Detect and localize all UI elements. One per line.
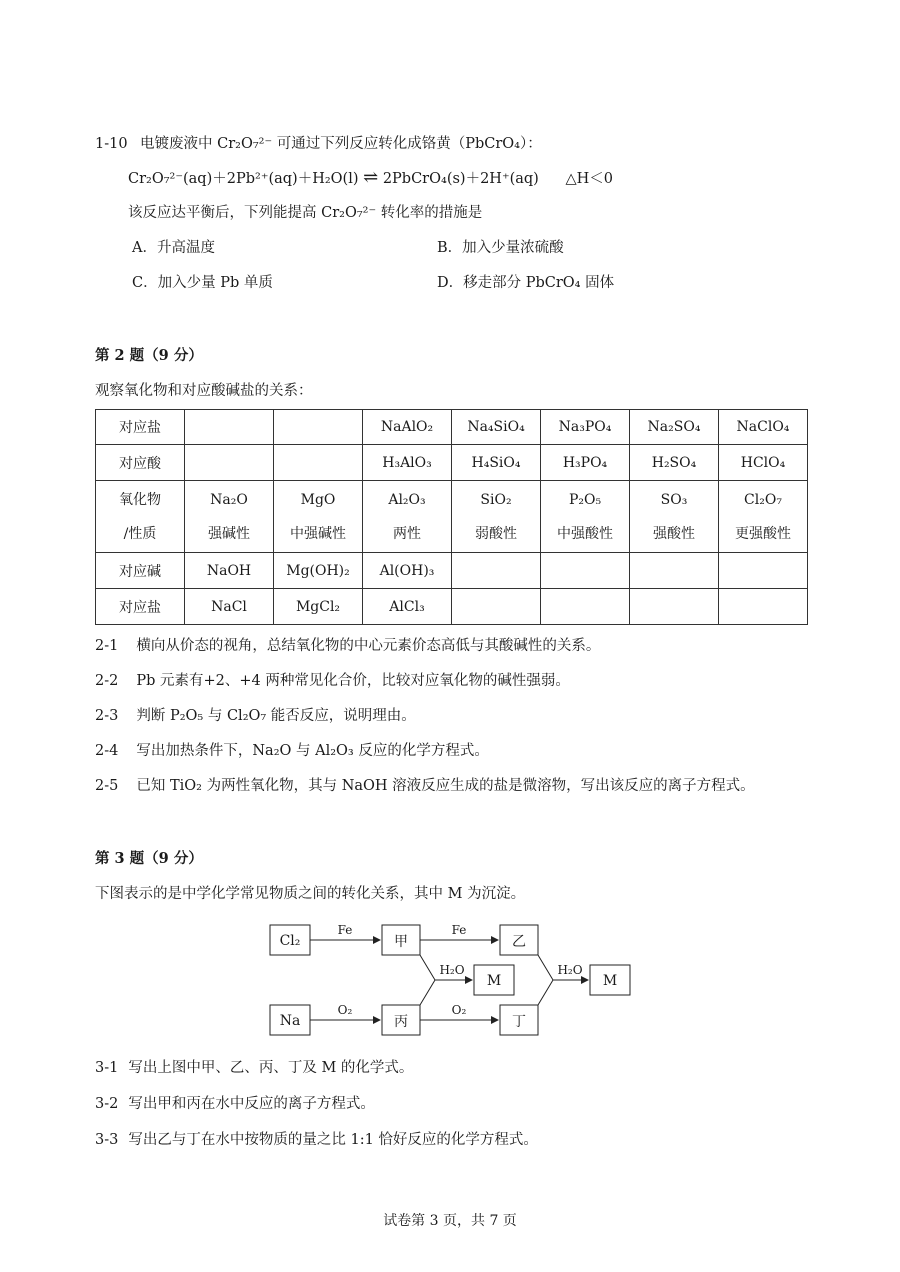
sub-number: 2-5 bbox=[95, 778, 119, 794]
table-cell bbox=[719, 589, 808, 625]
table-cell bbox=[452, 589, 541, 625]
table-cell bbox=[719, 481, 808, 553]
q2-intro: 观察氧化物和对应酸碱盐的关系： bbox=[95, 383, 313, 399]
cell-bottom: 更强酸性 bbox=[735, 525, 791, 542]
sub-number: 3-1 bbox=[95, 1060, 119, 1076]
table-cell bbox=[630, 481, 719, 553]
table-cell bbox=[630, 553, 719, 589]
node-cl2: Cl₂ bbox=[279, 933, 301, 949]
table-cell: H₂SO₄ bbox=[630, 445, 719, 481]
cell-top: 氧化物 bbox=[119, 491, 161, 508]
table-cell: AlCl₃ bbox=[363, 589, 452, 625]
sub-number: 2-2 bbox=[95, 673, 119, 689]
cell-bottom: 弱酸性 bbox=[475, 525, 517, 542]
q2-sub-3 bbox=[95, 706, 416, 726]
merge-lines-left bbox=[420, 955, 435, 1005]
table-cell: 对应碱 bbox=[96, 553, 185, 589]
q1-10-equation bbox=[128, 168, 613, 189]
table-cell: MgCl₂ bbox=[274, 589, 363, 625]
q3-sub-3 bbox=[95, 1130, 538, 1150]
sub-text: 写出甲和丙在水中反应的离子方程式。 bbox=[128, 1096, 375, 1112]
label-o2-2: O₂ bbox=[451, 1003, 467, 1017]
sub-text: 横向从价态的视角，总结氧化物的中心元素价态高低与其酸碱性的关系。 bbox=[136, 638, 601, 654]
table-cell bbox=[274, 481, 363, 553]
q2-sub-1 bbox=[95, 636, 600, 656]
table-cell bbox=[719, 553, 808, 589]
cell-bottom: /性质 bbox=[123, 525, 157, 542]
table-cell: Na₃PO₄ bbox=[541, 410, 630, 445]
equation-right: 2PbCrO₄(s)＋2H⁺(aq) bbox=[382, 171, 539, 187]
cell-top: MgO bbox=[300, 491, 336, 508]
table-cell bbox=[452, 481, 541, 553]
table-row bbox=[96, 589, 808, 625]
sub-text: 写出乙与丁在水中按物质的量之比 1:1 恰好反应的化学方程式。 bbox=[128, 1132, 538, 1148]
cell-bottom: 强碱性 bbox=[208, 525, 250, 542]
table-cell: 对应酸 bbox=[96, 445, 185, 481]
option-c[interactable]: C．加入少量 Pb 单质 bbox=[132, 275, 273, 291]
option-d[interactable]: D．移走部分 PbCrO₄ 固体 bbox=[437, 275, 615, 291]
option-b[interactable]: B．加入少量浓硫酸 bbox=[437, 240, 564, 256]
sub-text: Pb 元素有+2、+4 两种常见化合价，比较对应氧化物的碱性强弱。 bbox=[136, 673, 570, 689]
label-o2-1: O₂ bbox=[337, 1003, 353, 1017]
merge-lines-right bbox=[538, 955, 553, 1005]
table-cell bbox=[185, 481, 274, 553]
page-footer: 试卷第 3 页，共 7 页 bbox=[383, 1213, 517, 1229]
sub-number: 2-3 bbox=[95, 708, 119, 724]
q2-sub-4 bbox=[95, 741, 489, 761]
table-row bbox=[96, 553, 808, 589]
cell-top: SiO₂ bbox=[480, 491, 512, 508]
table-cell: HClO₄ bbox=[719, 445, 808, 481]
q3-intro: 下图表示的是中学化学常见物质之间的转化关系，其中 M 为沉淀。 bbox=[95, 886, 526, 902]
cell-top: Al₂O₃ bbox=[388, 491, 426, 508]
table-cell bbox=[541, 481, 630, 553]
sub-number: 3-2 bbox=[95, 1096, 119, 1112]
table-cell: Na₄SiO₄ bbox=[452, 410, 541, 445]
q2-sub-2 bbox=[95, 671, 570, 691]
q3-sub-2 bbox=[95, 1094, 375, 1114]
table-cell bbox=[363, 481, 452, 553]
cell-bottom: 中强酸性 bbox=[557, 525, 613, 542]
label-h2o-2: H₂O bbox=[557, 963, 583, 977]
table-cell: H₃AlO₃ bbox=[363, 445, 452, 481]
sub-number: 3-3 bbox=[95, 1132, 119, 1148]
option-a[interactable]: A．升高温度 bbox=[132, 240, 215, 256]
node-m2: M bbox=[602, 973, 618, 989]
sub-text: 判断 P₂O₅ 与 Cl₂O₇ 能否反应，说明理由。 bbox=[136, 708, 416, 724]
table-cell: NaAlO₂ bbox=[363, 410, 452, 445]
table-cell: Al(OH)₃ bbox=[363, 553, 452, 589]
table-cell bbox=[541, 553, 630, 589]
node-ding: 丁 bbox=[512, 1014, 526, 1030]
table-cell: H₃PO₄ bbox=[541, 445, 630, 481]
cell-top: Cl₂O₇ bbox=[744, 491, 782, 508]
q3-title: 第 3 题（9 分） bbox=[95, 850, 203, 867]
oxide-table bbox=[95, 409, 808, 625]
node-yi: 乙 bbox=[512, 934, 526, 950]
cell-top: SO₃ bbox=[660, 491, 688, 508]
table-cell bbox=[452, 553, 541, 589]
table-cell: 对应盐 bbox=[96, 589, 185, 625]
label-fe-1: Fe bbox=[337, 923, 353, 937]
table-row bbox=[96, 410, 808, 445]
cell-top: P₂O₅ bbox=[568, 491, 602, 508]
cell-top: Na₂O bbox=[210, 491, 248, 508]
q1-10-number: 1-10 bbox=[95, 136, 128, 152]
table-cell bbox=[96, 481, 185, 553]
table-cell: H₄SiO₄ bbox=[452, 445, 541, 481]
label-fe-2: Fe bbox=[451, 923, 467, 937]
equation-left: Cr₂O₇²⁻(aq)＋2Pb²⁺(aq)＋H₂O(l) bbox=[128, 171, 359, 187]
sub-number: 2-4 bbox=[95, 743, 119, 759]
table-cell: 对应盐 bbox=[96, 410, 185, 445]
table-cell bbox=[185, 410, 274, 445]
table-cell: NaCl bbox=[185, 589, 274, 625]
equilibrium-arrow-icon: ⇌ bbox=[363, 167, 379, 188]
enthalpy: △H＜0 bbox=[565, 171, 613, 187]
sub-text: 写出上图中甲、乙、丙、丁及 M 的化学式。 bbox=[128, 1060, 414, 1076]
sub-text: 已知 TiO₂ 为两性氧化物，其与 NaOH 溶液反应生成的盐是微溶物，写出该反应的离子方程式。 bbox=[136, 778, 755, 794]
table-row bbox=[96, 481, 808, 553]
cell-bottom: 中强碱性 bbox=[290, 525, 346, 542]
node-jia: 甲 bbox=[394, 934, 408, 950]
q1-10-question: 该反应达平衡后，下列能提高 Cr₂O₇²⁻ 转化率的措施是 bbox=[128, 205, 483, 221]
table-cell bbox=[630, 589, 719, 625]
q3-sub-1 bbox=[95, 1058, 413, 1078]
node-m1: M bbox=[486, 973, 502, 989]
table-cell: NaOH bbox=[185, 553, 274, 589]
conversion-diagram bbox=[260, 915, 640, 1040]
table-cell: NaClO₄ bbox=[719, 410, 808, 445]
table-row bbox=[96, 445, 808, 481]
table-cell bbox=[541, 589, 630, 625]
q1-10-intro: 电镀废液中 Cr₂O₇²⁻ 可通过下列反应转化成铬黄（PbCrO₄）： bbox=[140, 136, 542, 152]
node-bing: 丙 bbox=[394, 1014, 408, 1030]
sub-number: 2-1 bbox=[95, 638, 119, 654]
label-h2o-1: H₂O bbox=[439, 963, 465, 977]
cell-bottom: 两性 bbox=[393, 525, 421, 542]
table-cell: Mg(OH)₂ bbox=[274, 553, 363, 589]
node-na: Na bbox=[279, 1013, 301, 1029]
table-cell: Na₂SO₄ bbox=[630, 410, 719, 445]
table-cell bbox=[274, 410, 363, 445]
q2-title: 第 2 题（9 分） bbox=[95, 347, 203, 364]
cell-bottom: 强酸性 bbox=[653, 525, 695, 542]
table-cell bbox=[185, 445, 274, 481]
q2-sub-5 bbox=[95, 776, 755, 796]
table-cell bbox=[274, 445, 363, 481]
sub-text: 写出加热条件下，Na₂O 与 Al₂O₃ 反应的化学方程式。 bbox=[136, 743, 489, 759]
